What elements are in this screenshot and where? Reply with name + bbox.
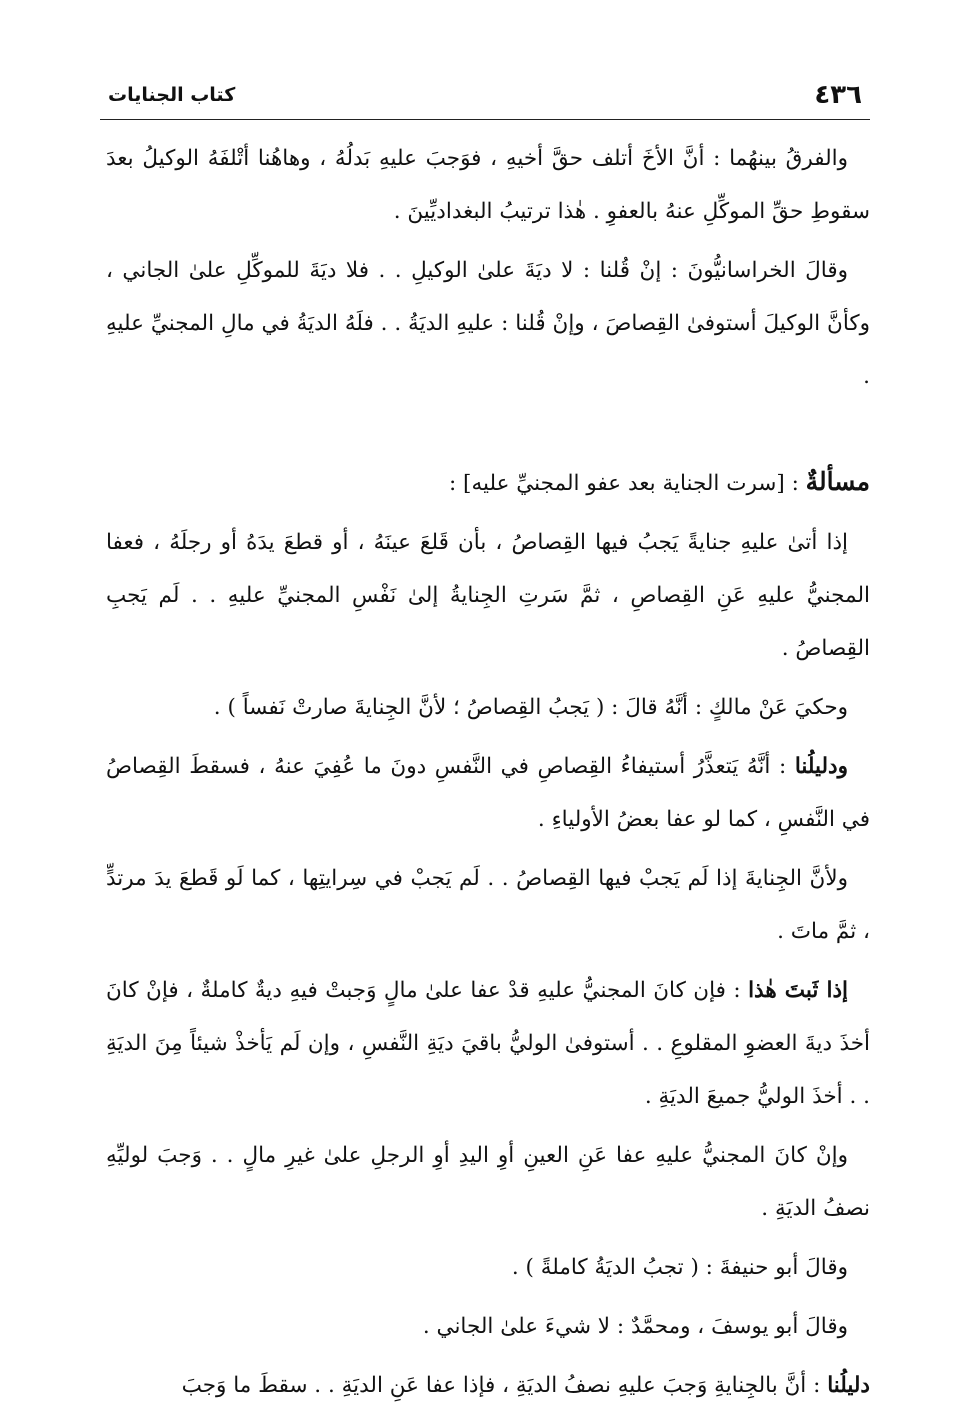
paragraph: وقالَ أبو يوسفَ ، ومحمَّدٌ : لا شيءَ علىٰ الجاني . bbox=[422, 1314, 848, 1339]
paragraph: والفرقُ بينهُما : أنَّ الأخَ أتلف حقَّ أخيهِ ، فوَجبَ عليهِ بَدلُهُ ، وهاهُنا أتْلفَهُ الوكيلُ بعدَ سقوطِ حقِّ الموكِّلِ عنهُ بالعفوِ . هٰذا ترتيبُ البغداديِّينَ . bbox=[106, 146, 870, 224]
paragraph-keyword: دليلُنا bbox=[827, 1373, 870, 1398]
heading-keyword: مسألةٌ bbox=[805, 467, 870, 496]
paragraph: وحكيَ عَنْ مالكٍ : أنَّهُ قالَ : ( يَجبُ القِصاصُ ؛ لأنَّ الجِنايةَ صارتْ نَفساً ) . bbox=[213, 695, 848, 720]
paragraph: ودليلُنا : أنَّهُ يَتعذَّرُ أستيفاءُ القِصاصِ في النَّفسِ دونَ ما عُفِيَ عنهُ ، فسقطَ القِصاصُ في النَّفسِ ، كما لو عفا بعضُ الأولياءِ . bbox=[106, 754, 870, 832]
paragraph: إذا ثَبتَ هٰذا : فإن كانَ المجنيُّ عليهِ قدْ عفا علىٰ مالٍ وَجبتْ فيهِ ديةٌ كاملةٌ ، فإنْ كانَ أخذَ ديةَ العضوِ المقلوعِ . . أستوفىٰ الوليُّ باقيَ ديَةِ النَّفسِ ، وإن لَم يَأخذْ شيئاً مِنَ الديَةِ . . أخذَ الوليُّ جميعَ الديَةِ . bbox=[106, 978, 870, 1109]
section-heading: مسألةٌ : [سرت الجناية بعد عفو المجنيِّ عليه] : bbox=[448, 467, 870, 496]
paragraph: وإنْ كانَ المجنيُّ عليهِ عفا عَنِ العينِ أوِ اليدِ أوِ الرجلِ علىٰ غيرِ مالٍ . . وَجبَ لوليِّهِ نصفُ الديَةِ . bbox=[106, 1143, 870, 1221]
page-header bbox=[108, 80, 862, 120]
page-body bbox=[106, 132, 870, 1418]
paragraph: ولأنَّ الجِنايةَ إذا لَم يَجبْ فيها القِصاصُ . . لَم يَجبْ في سِرايتِها ، كما لَو قَطعَ يدَ مرتدٍّ ، ثمَّ ماتَ . bbox=[106, 866, 870, 944]
paragraph-keyword: ودليلُنا bbox=[794, 754, 848, 779]
paragraph: وقالَ أبو حنيفةَ : ( تجبُ الديَةُ كاملةً ) . bbox=[511, 1255, 848, 1280]
paragraph: وقالَ الخراسانيُّونَ : إنْ قُلنا : لا ديَةَ علىٰ الوكيلِ . . فلا ديَةَ للموكِّلِ علىٰ الجاني ، وكأنَّ الوكيلَ أستوفىٰ القِصاصَ ، وإنْ قُلنا : عليهِ الديَةُ . . فلَهُ الديَةُ في مالِ المجنيِّ عليهِ . bbox=[106, 258, 870, 389]
section-gap bbox=[106, 409, 870, 455]
paragraph: دليلُنا : أنَّ بالجِنايةِ وَجبَ عليهِ نصفُ الديَةِ ، فإذا عفا عَنِ الديَةِ . . سقطَ ما وَجبَ bbox=[181, 1373, 870, 1398]
header-rule bbox=[100, 119, 870, 120]
paragraph: إذا أتىٰ عليهِ جنايةً يَجبُ فيها القِصاصُ ، بأن قَلعَ عينَهُ ، أو قطعَ يدَهُ أو رجلَهُ ، فعفا المجنيُّ عليهِ عَنِ القِصاصِ ، ثمَّ سَرتِ الجِنايةُ إلىٰ نَفْسِ المجنيِّ عليهِ . . لَم يَجبِ القِصاصُ . bbox=[106, 530, 870, 661]
page-number: ٤٣٦ bbox=[814, 80, 862, 110]
running-title: كتاب الجنايات bbox=[108, 84, 236, 106]
paragraph-keyword: إذا ثَبتَ هٰذا bbox=[748, 978, 848, 1003]
